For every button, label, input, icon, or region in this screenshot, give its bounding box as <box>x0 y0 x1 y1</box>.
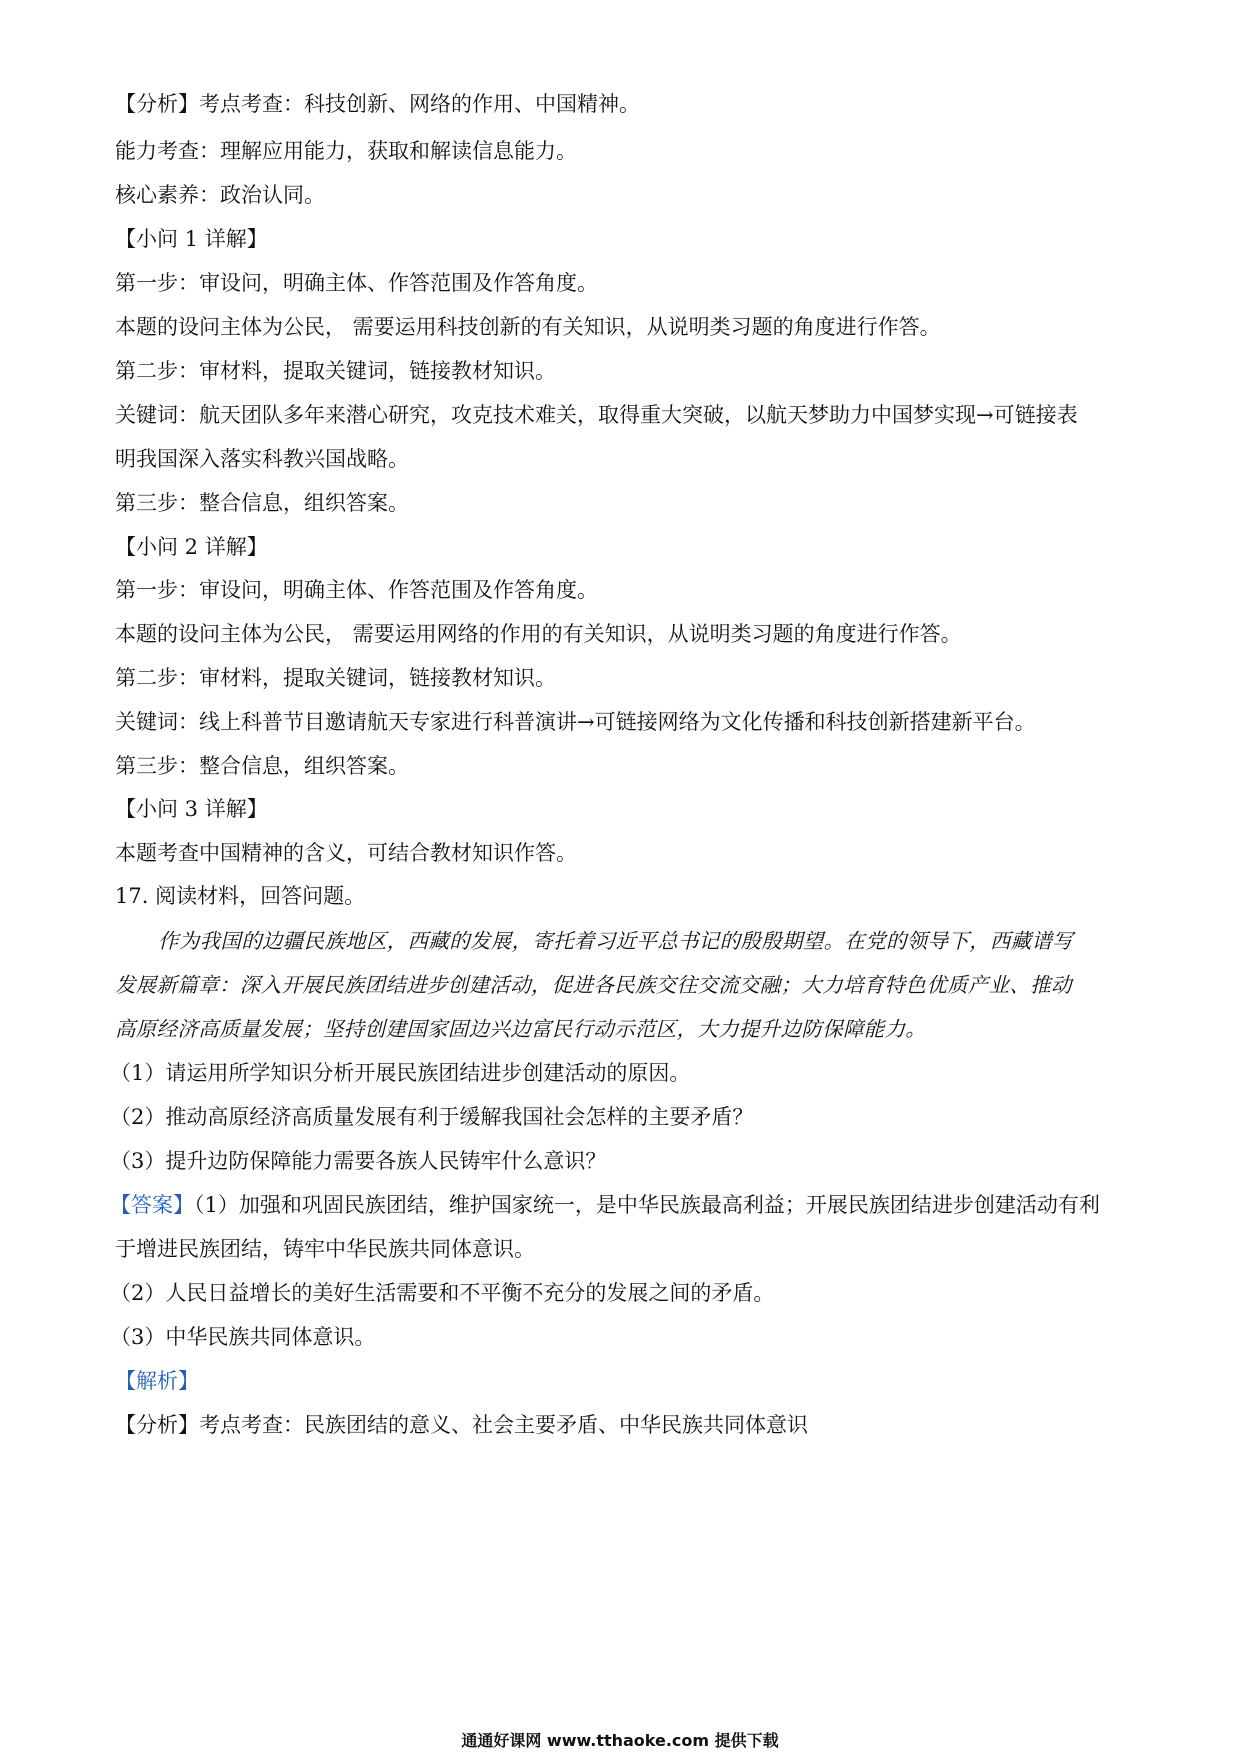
subq1-heading: 【小问 1 详解】 <box>115 227 268 251</box>
subq2-step2: 第二步：审材料，提取关键词，链接教材知识。 <box>115 666 556 690</box>
subq1-keywords-cont: 明我国深入落实科教兴国战略。 <box>115 447 409 471</box>
subq1-keywords: 关键词：航天团队多年来潜心研究，攻克技术难关，取得重大突破，以航天梦助力中国梦实现→可链接表 <box>115 403 1078 427</box>
subq3-heading: 【小问 3 详解】 <box>115 797 268 821</box>
subq3-text: 本题考查中国精神的含义，可结合教材知识作答。 <box>115 841 577 865</box>
subq1-subject: 本题的设问主体为公民， 需要运用科技创新的有关知识，从说明类习题的角度进行作答。 <box>115 315 941 339</box>
core-literacy-line: 核心素养：政治认同。 <box>115 183 325 207</box>
answer-line-1 <box>110 1190 1130 1220</box>
subq2-keywords: 关键词：线上科普节目邀请航天专家进行科普演讲→可链接网络为文化传播和科技创新搭建新平台。 <box>115 710 1036 734</box>
answer-2: （2）人民日益增长的美好生活需要和不平衡不充分的发展之间的矛盾。 <box>110 1281 775 1305</box>
jiexi-label: 【解析】 <box>115 1369 199 1393</box>
analysis-heading-17: 【分析】考点考查：民族团结的意义、社会主要矛盾、中华民族共同体意识 <box>115 1413 808 1437</box>
subq2-subject: 本题的设问主体为公民， 需要运用网络的作用的有关知识，从说明类习题的角度进行作答。 <box>115 622 962 646</box>
subq1-step2: 第二步：审材料，提取关键词，链接教材知识。 <box>115 359 556 383</box>
material-line-2: 发展新篇章：深入开展民族团结进步创建活动，促进各民族交往交流交融；大力培育特色优质产业、推动 <box>115 973 1072 997</box>
answer-1-cont: 于增进民族团结，铸牢中华民族共同体意识。 <box>115 1237 535 1261</box>
ability-line: 能力考查：理解应用能力，获取和解读信息能力。 <box>115 139 577 163</box>
question-17-title: 17. 阅读材料，回答问题。 <box>115 884 366 908</box>
analysis-heading: 【分析】考点考查：科技创新、网络的作用、中国精神。 <box>115 92 640 116</box>
question-3: （3）提升边防保障能力需要各族人民铸牢什么意识？ <box>110 1149 607 1173</box>
material-line-3: 高原经济高质量发展；坚持创建国家固边兴边富民行动示范区，大力提升边防保障能力。 <box>115 1017 927 1041</box>
subq1-step3: 第三步：整合信息，组织答案。 <box>115 491 409 515</box>
material-line-1: 作为我国的边疆民族地区，西藏的发展，寄托着习近平总书记的殷殷期望。在党的领导下，西藏谱写 <box>158 929 1074 953</box>
answer-label: 【答案】 <box>110 1193 194 1217</box>
subq2-heading: 【小问 2 详解】 <box>115 535 268 559</box>
footer-watermark: 通通好课网 www.tthaoke.com 提供下载 <box>461 1731 779 1750</box>
answer-1-text: （1）加强和巩固民族团结，维护国家统一，是中华民族最高利益；开展民族团结进步创建活动有利 <box>194 1193 1100 1217</box>
subq2-step3: 第三步：整合信息，组织答案。 <box>115 754 409 778</box>
subq1-step1: 第一步：审设问，明确主体、作答范围及作答角度。 <box>115 271 598 295</box>
subq2-step1: 第一步：审设问，明确主体、作答范围及作答角度。 <box>115 578 598 602</box>
question-1: （1）请运用所学知识分析开展民族团结进步创建活动的原因。 <box>110 1061 691 1085</box>
question-2: （2）推动高原经济高质量发展有利于缓解我国社会怎样的主要矛盾？ <box>110 1105 754 1129</box>
answer-3: （3）中华民族共同体意识。 <box>110 1325 376 1349</box>
